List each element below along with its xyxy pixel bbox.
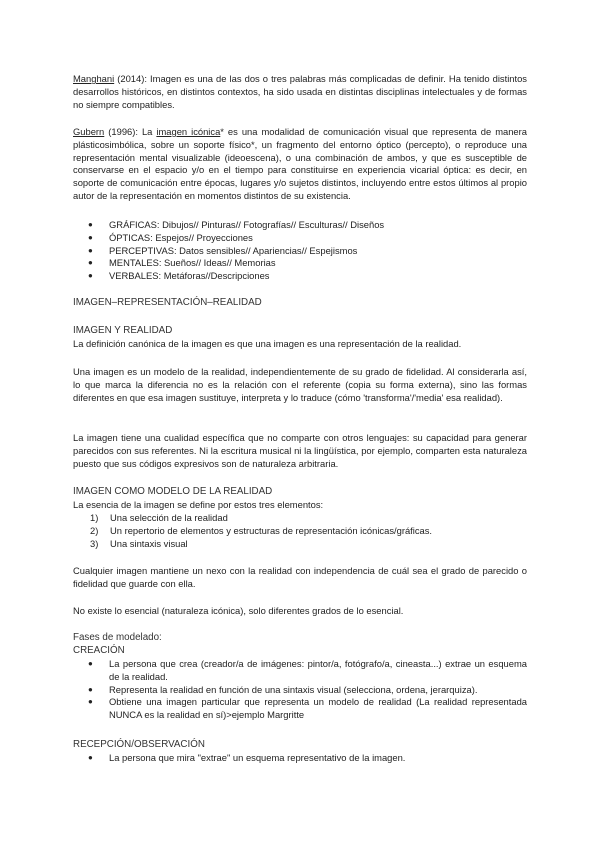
list-item: ● VERBALES: Metáforas//Descripciones: [88, 270, 270, 282]
paragraph-quality: La imagen tiene una cualidad específica que no comparte con otros lenguajes: su capacidad para generar parecidos con sus referentes. Ni la escritura musical ni la lingüística, por ejemplo, comparten esta naturaleza puesto que sus códigos expresivos son de naturaleza arbitraria.: [73, 432, 527, 469]
gubern-year: (1996): La: [104, 126, 157, 137]
creation-list: [88, 658, 527, 722]
bullet-icon: ●: [88, 697, 93, 707]
bullet-icon: ●: [88, 220, 93, 229]
bullet-icon: ●: [88, 271, 93, 281]
list-item: ● GRÁFICAS: Dibujos// Pinturas// Fotografías// Esculturas// Diseños: [88, 219, 385, 230]
list-item: ● ÓPTICAS: Espejos// Proyecciones: [88, 231, 253, 243]
paragraph-model: Una imagen es un modelo de la realidad, independientemente de su grado de fidelidad. Al considerarla así, lo que marca la diferencia no es la relación con el referente (copia su forma externa), sino las formas diferentes en que esa imagen sustituye, interpreta y lo traduce (cómo 'transforma'/'media' esa realidad).: [73, 366, 527, 403]
paragraph-manghani: [73, 73, 527, 111]
elements-list: [90, 512, 433, 550]
list-item: ● PERCEPTIVAS: Datos sensibles// Apariencias// Espejismos: [88, 244, 358, 256]
list-item: ● La persona que crea (creador/a de imágenes: pintor/a, fotógrafo/a, cineasta...) extrae un esquema de la realidad.: [88, 658, 527, 682]
heading-recepcion: RECEPCIÓN/OBSERVACIÓN: [73, 739, 205, 750]
list-item: ● Obtiene una imagen particular que representa un modelo de realidad (La realidad representada NUNCA es la realidad en sí)>ejemplo Margritte: [88, 696, 527, 721]
list-item: 2) Un repertorio de elementos y estructuras de representación icónicas/gráficas.: [90, 524, 433, 536]
bullet-icon: ●: [88, 232, 93, 242]
image-types-list: [88, 219, 385, 283]
list-item: ● MENTALES: Sueños// Ideas// Memorias: [88, 257, 276, 269]
heading-imagen-y-realidad: IMAGEN Y REALIDAD: [73, 325, 173, 336]
author-gubern: Gubern: [73, 126, 105, 137]
paragraph-essence: La esencia de la imagen se define por estos tres elementos:: [73, 499, 324, 510]
list-item: ● Representa la realidad en función de una sintaxis visual (selecciona, ordena, jerarquiza).: [88, 683, 478, 695]
paragraph-gubern: [73, 126, 527, 203]
term-imagen-iconica: imagen icónica: [156, 126, 221, 137]
bullet-icon: ●: [88, 659, 93, 668]
author-manghani: Manghani: [73, 73, 115, 84]
list-item: 1) Una selección de la realidad: [90, 512, 228, 523]
list-item: ● La persona que mira "extrae" un esquema representativo de la imagen.: [88, 752, 406, 763]
heading-fases: Fases de modelado:: [73, 632, 162, 643]
reception-list: [88, 752, 527, 765]
paragraph-text: * es una modalidad de comunicación visual que representa de manera plásticosimbólica, sobre un soporte físico*, un fragmento del entorno óptico (percepto), o reproduce una representación mental visualizable (ideoescena), o una combinación de ambos, y que es susceptible de conservarse en el espacio y/o en el tiempo para constituirse en experiencia vicarial óptica: es decir, en soporte de comunicación entre épocas, lugares y/o sujetos distintos, incluyendo entre estos últimos al propio autor de la representación en momentos distintos de su existencia.: [73, 126, 527, 201]
paragraph-nexus: Cualquier imagen mantiene un nexo con la realidad con independencia de cuál sea el grado de parecido o fidelidad que guarde con ella.: [73, 565, 527, 589]
bullet-icon: ●: [88, 753, 93, 762]
paragraph-essential: No existe lo esencial (naturaleza icónica), solo diferentes grados de lo esencial.: [73, 605, 404, 616]
heading-creacion: CREACIÓN: [73, 645, 125, 656]
heading-triad: IMAGEN–REPRESENTACIÓN–REALIDAD: [73, 297, 262, 308]
bullet-icon: ●: [88, 258, 93, 268]
list-item: 3) Una sintaxis visual: [90, 537, 188, 549]
heading-modelo: IMAGEN COMO MODELO DE LA REALIDAD: [73, 486, 273, 497]
paragraph-definition: La definición canónica de la imagen es que una imagen es una representación de la realidad.: [73, 338, 462, 349]
bullet-icon: ●: [88, 684, 93, 694]
bullet-icon: ●: [88, 245, 93, 255]
paragraph-text: (2014): Imagen es una de las dos o tres palabras más complicadas de definir. Ha tenido distintos desarrollos históricos, en distintos contextos, ha sido usada en distintas disciplinas intelectuales y de formas no siempre compatibles.: [73, 73, 527, 110]
